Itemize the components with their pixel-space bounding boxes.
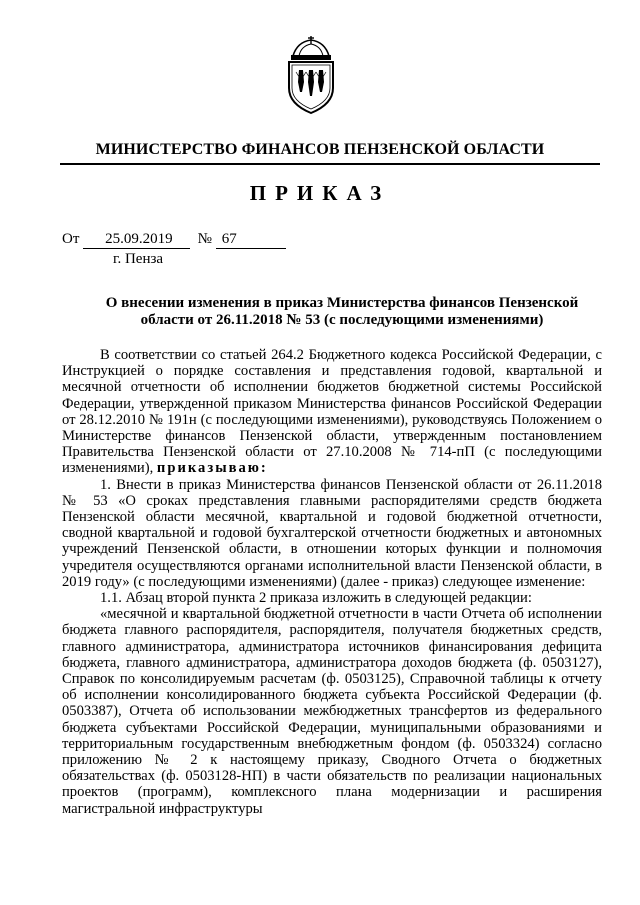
number-prefix: № [197,231,212,247]
order-directive: приказываю: [156,460,268,477]
date-number-line [62,230,286,249]
date-prefix: От [62,231,80,247]
preamble-text: В соответствии со статьей 264.2 Бюджетного кодекса Российской Федерации, с Инструкцией о порядке составления и представления годовой, квартальной и месячной отчетности об исполнении бюджетов бюджетной системы Российской Федерации, утвержденной приказом Министерства финансов Российской Федерации от 28.12.2010 № 191н (с последующими изменениями), руководствуясь Положением о Министерстве финансов Пензенской области, утвержденным постановлением Правительства Пензенской области от 27.10.2008 № 714-пП (с последующими изменениями), [62,347,602,477]
quoted-text-paragraph: «месячной и квартальной бюджетной отчетности в части Отчета об исполнении бюджета главного распорядителя, распорядителя, получателя бюджетных средств, главного администратора, администратора источников финансирования дефицита бюджета, главного администратора, администратора доходов бюджета (ф. 0503127), Справок по консолидируемым расчетам (ф. 0503125), Справочной таблицы к отчету об исполнении консолидированного бюджета субъекта Российской Федерации (ф. 0503387), Отчета об использовании межбюджетных трансфертов из федерального бюджета субъектами Российской Федерации, муниципальными образованиями и территориальным государственным внебюджетным фондом (ф. 0503324) согласно приложению № 2 к настоящему приказу, Сводного Отчета о бюджетных обязательствах (ф. 0503128-НП) в части обязательств по реализации национальных проектов (программ), комплексного плана модернизации и расширения магистральной инфраструктуры [62,606,602,817]
header-divider [60,163,600,165]
order-date: 25.09.2019 [83,230,190,249]
order-number: 67 [216,230,286,249]
clause-1-paragraph: 1. Внести в приказ Министерства финансов Пензенской области от 26.11.2018 № 53 «О сроках представления главными распорядителями средств бюджета Пензенской области месячной, квартальной и годовой бюджетной отчетности, сводной квартальной и годовой бухгалтерской отчетности бюджетных и автономных учреждений Пензенской области, в отношении которых функции и полномочия учредителя осуществляются органами исполнительной власти Пензенской области, в 2019 году» (с последующими изменениями) (далее - приказ) следующее изменение: [62,476,602,590]
preamble-paragraph [62,347,602,477]
ministry-name: МИНИСТЕРСТВО ФИНАНСОВ ПЕНЗЕНСКОЙ ОБЛАСТИ [95,141,545,158]
order-subject: О внесении изменения в приказ Министерства финансов Пензенской области от 26.11.2018 № 53 (с последующими изменениями) [105,295,579,328]
coat-of-arms-icon [279,36,343,116]
document-type-title: ПРИКАЗ [249,181,391,205]
document-body [62,347,602,817]
clause-1-1-paragraph: 1.1. Абзац второй пункта 2 приказа изложить в следующей редакции: [100,590,532,607]
order-meta [62,230,286,268]
city: г. Пенза [113,251,164,267]
